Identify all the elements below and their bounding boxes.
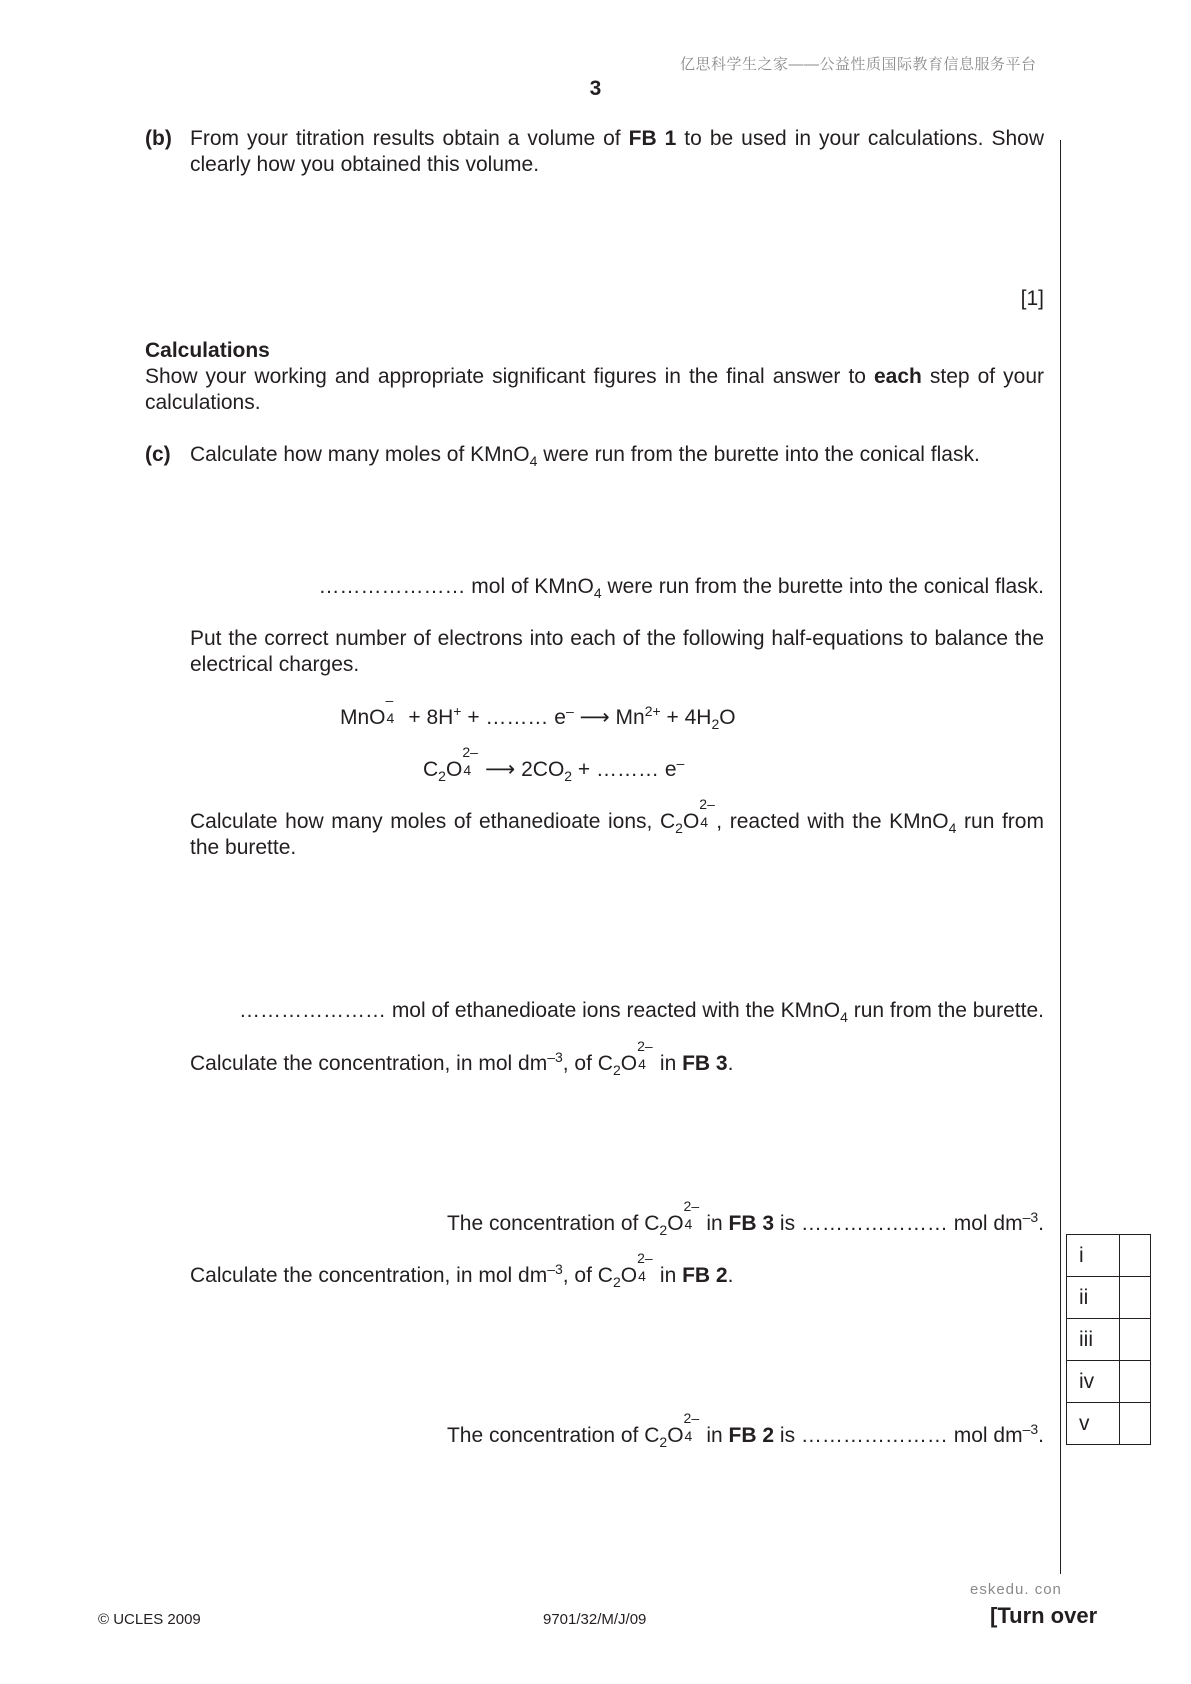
calculations-instruction: Show your working and appropriate significant figures in the final answer to each step of your calculations. [145, 365, 1044, 414]
mark-grid-box[interactable] [1120, 1277, 1151, 1319]
half-equation-instruction: Put the correct number of electrons into each of the following half-equations to balance the electrical charges. [190, 627, 1044, 676]
mark-grid-box[interactable] [1120, 1235, 1151, 1277]
footer-site-watermark: eskedu. con [970, 1581, 1062, 1598]
calculations-heading: Calculations [145, 339, 270, 362]
footer-paper-code: 9701/32/M/J/09 [543, 1611, 647, 1628]
question-label-b: (b) [145, 127, 172, 150]
page-number: 3 [589, 77, 602, 100]
turn-over-label: [Turn over [990, 1603, 1098, 1628]
question-c-moles-ethanedioate: Calculate how many moles of ethanedioate ions, $C_2O$ 2– 4 , reacted with the KMnO$_4$ run from the burette. [190, 796, 1044, 859]
mark-grid-box[interactable] [1120, 1319, 1151, 1361]
answer-line-ethanedioate: ………………… mol of ethanedioate ions reacted with the KMnO$_4$ run from the burette. [238, 999, 1044, 1025]
answer-line-concentration-fb3: The concentration of $C_2O$ 2– 4 in FB 3 is ………………… mol $dm^{-3}$. [446, 1198, 1044, 1238]
half-equation-mno4: MnO – 4 + 8H+ + ……… e– ⟶ $Mn^{2+} + 4H_2O$ [340, 692, 736, 732]
mark-grid [1066, 1234, 1151, 1445]
mark-grid-label: i [1067, 1235, 1120, 1277]
question-label-c: (c) [145, 443, 171, 466]
mark-grid-box[interactable] [1120, 1403, 1151, 1445]
answer-line-kmno4: ………………… mol of KMnO$_4$ were run from the burette into the conical flask. [318, 575, 1044, 601]
mark-grid-row [1067, 1403, 1151, 1445]
half-equation-c2o4: $C_2O$ 2– 4 ⟶ $2CO_2$ + ……… e– [423, 744, 685, 784]
question-c-concentration-fb3: Calculate the concentration, in mol $dm^{-3}$, of $C_2O$ 2– 4 in FB 3. [190, 1038, 734, 1078]
watermark-text: 亿思科学生之家——公益性质国际教育信息服务平台 [680, 56, 1037, 73]
margin-line [1060, 140, 1061, 1574]
question-b-text: From your titration results obtain a volume of FB 1 to be used in your calculations. Show clearly how you obtained this volume. [190, 127, 1044, 176]
mark-grid-row [1067, 1235, 1151, 1277]
mark-grid-box[interactable] [1120, 1361, 1151, 1403]
mark-grid-label: ii [1067, 1277, 1120, 1319]
question-c-moles-kmno4: Calculate how many moles of KMnO$_4$ were run from the burette into the conical flask. [190, 443, 980, 469]
question-c-concentration-fb2: Calculate the concentration, in mol $dm^{-3}$, of $C_2O$ 2– 4 in FB 2. [190, 1250, 734, 1290]
mark-grid-label: iii [1067, 1319, 1120, 1361]
footer-copyright: © UCLES 2009 [98, 1611, 201, 1628]
mark-grid-row [1067, 1319, 1151, 1361]
mark-grid-label: iv [1067, 1361, 1120, 1403]
mark-grid-label: v [1067, 1403, 1120, 1445]
mark-grid-row [1067, 1277, 1151, 1319]
answer-line-concentration-fb2: The concentration of $C_2O$ 2– 4 in FB 2 is ………………… mol $dm^{-3}$. [446, 1410, 1044, 1450]
mark-grid-row [1067, 1361, 1151, 1403]
marks-b: [1] [1020, 287, 1044, 310]
